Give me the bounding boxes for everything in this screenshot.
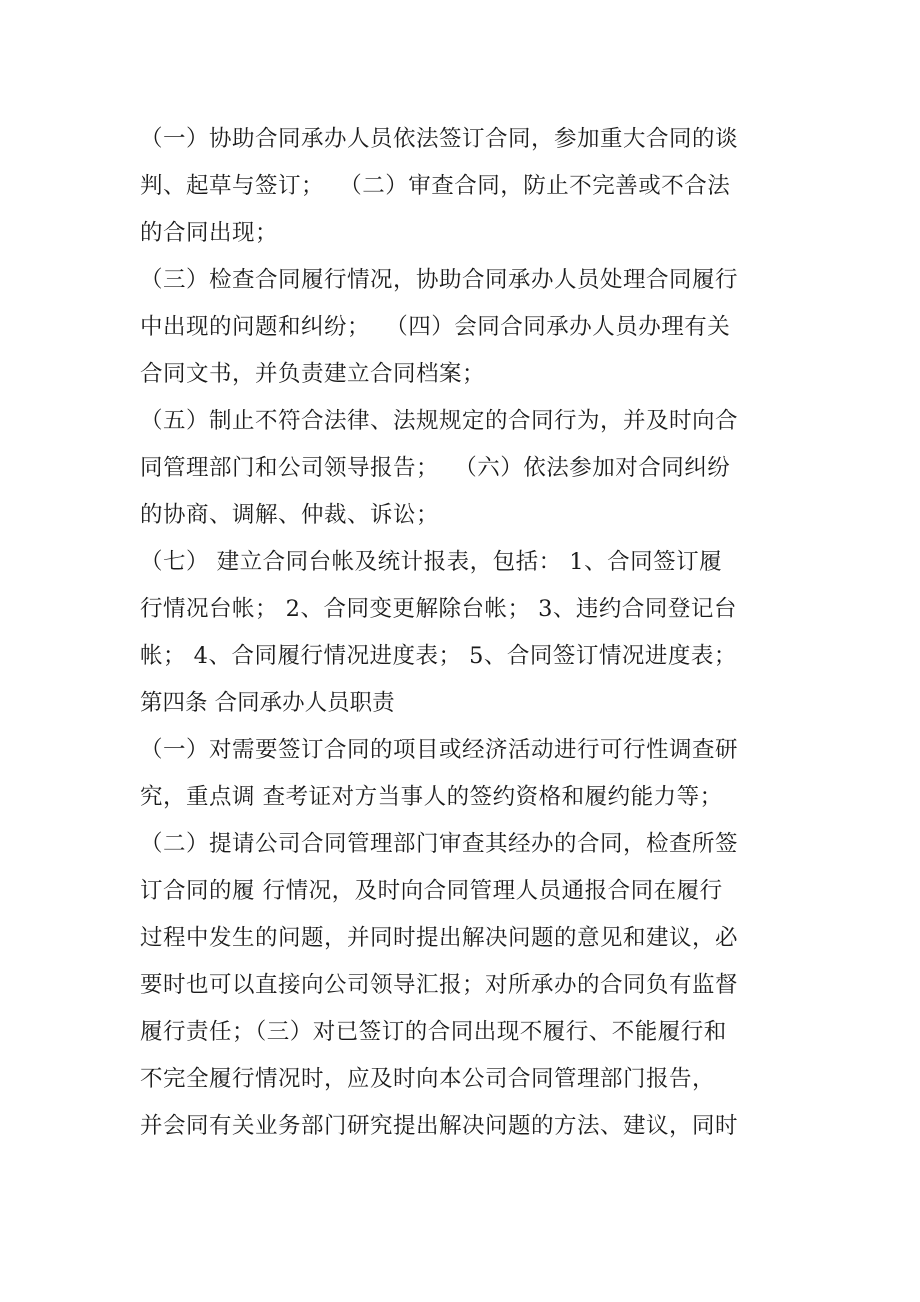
text-line: （二）提请公司合同管理部门审查其经办的合同，检查所签 <box>140 831 739 857</box>
text-line: 并会同有关业务部门研究提出解决问题的方法、建议，同时 <box>140 1113 739 1139</box>
text-line: 的合同出现； <box>140 220 279 246</box>
text-line: 合同文书，并负责建立合同档案； <box>140 361 486 387</box>
document-body <box>140 116 800 1150</box>
text-line: （一）对需要签订合同的项目或经济活动进行可行性调查研 <box>140 737 739 763</box>
text-line: 不完全履行情况时，应及时向本公司合同管理部门报告， <box>140 1066 716 1092</box>
text-line: 同管理部门和公司领导报告； （六）依法参加对合同纠纷 <box>140 455 731 481</box>
text-line: （五）制止不符合法律、法规规定的合同行为，并及时向合 <box>140 408 739 434</box>
text-line: 中出现的问题和纠纷； （四）会同合同承办人员办理有关 <box>140 314 731 340</box>
text-line: 行情况台帐； 2、合同变更解除台帐； 3、违约合同登记台 <box>140 596 737 622</box>
text-line: 履行责任；（三）对已签订的合同出现不履行、不能履行和 <box>140 1019 727 1045</box>
text-line: 帐； 4、合同履行情况进度表； 5、合同签订情况进度表； <box>140 643 737 669</box>
text-line: 究，重点调 查考证对方当事人的签约资格和履约能力等； <box>140 784 723 810</box>
text-line: 过程中发生的问题，并同时提出解决问题的意见和建议，必 <box>140 925 739 951</box>
text-line: （三）检查合同履行情况，协助合同承办人员处理合同履行 <box>140 267 739 293</box>
text-line: 要时也可以直接向公司领导汇报；对所承办的合同负有监督 <box>140 972 739 998</box>
text-line: （一）协助合同承办人员依法签订合同，参加重大合同的谈 <box>140 126 739 152</box>
text-line: 的协商、调解、仲裁、诉讼； <box>140 502 440 528</box>
section-heading: 第四条 合同承办人员职责 <box>140 690 395 716</box>
text-line: （七） 建立合同台帐及统计报表，包括： 1、合同签订履 <box>140 549 723 575</box>
text-line: 订合同的履 行情况，及时向合同管理人员通报合同在履行 <box>140 878 723 904</box>
text-line: 判、起草与签订； （二）审查合同，防止不完善或不合法 <box>140 173 731 199</box>
